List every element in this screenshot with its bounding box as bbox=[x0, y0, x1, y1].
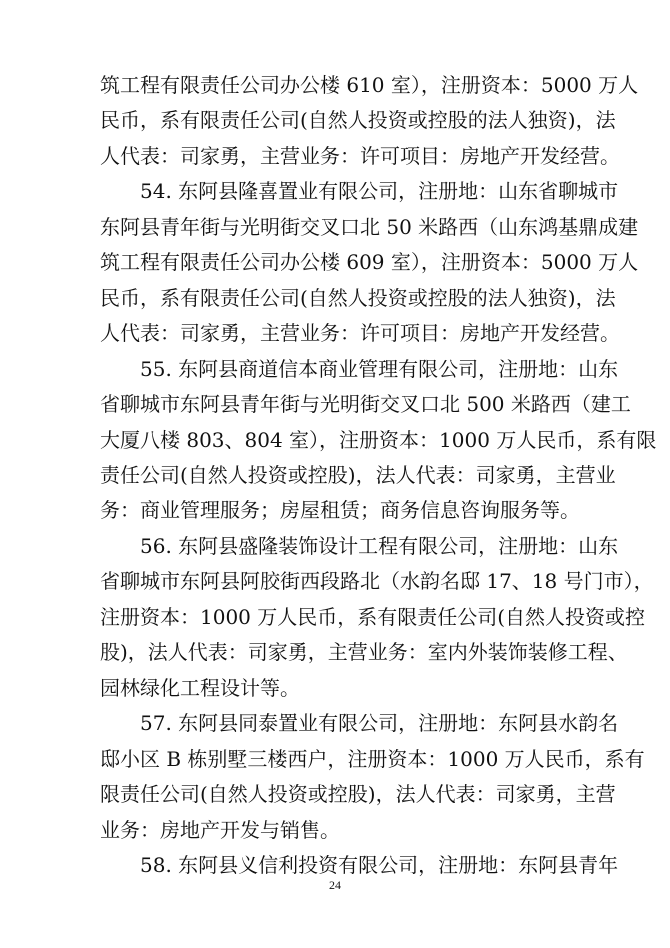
text-line: 人代表：司家勇，主营业务：许可项目：房地产开发经营。 bbox=[100, 144, 620, 168]
text-line: 大厦八楼 803、804 室），注册资本：1000 万人民币，系有限 bbox=[100, 428, 657, 452]
paragraph-56-start: 56. 东阿县盛隆装饰设计工程有限公司，注册地：山东 bbox=[140, 534, 619, 558]
text-line: 省聊城市东阿县青年街与光明街交叉口北 500 米路西（建工 bbox=[100, 392, 631, 416]
page-number: 24 bbox=[329, 878, 341, 892]
text-line: 务：商业管理服务；房屋租赁；商务信息咨询服务等。 bbox=[100, 498, 580, 522]
text-line: 民币，系有限责任公司(自然人投资或控股的法人独资)，法 bbox=[100, 108, 616, 132]
text-line: 筑工程有限责任公司办公楼 609 室），注册资本：5000 万人 bbox=[100, 250, 639, 274]
paragraph-57-start: 57. 东阿县同泰置业有限公司，注册地：东阿县水韵名 bbox=[140, 711, 619, 735]
paragraph-55-start: 55. 东阿县商道信本商业管理有限公司，注册地：山东 bbox=[140, 357, 619, 381]
text-line: 邸小区 B 栋别墅三楼西户，注册资本：1000 万人民币，系有 bbox=[100, 747, 645, 771]
paragraph-58-start: 58. 东阿县义信利投资有限公司，注册地：东阿县青年 bbox=[140, 853, 619, 877]
text-line: 注册资本：1000 万人民币，系有限责任公司(自然人投资或控 bbox=[100, 605, 646, 629]
text-line: 限责任公司(自然人投资或控股)，法人代表：司家勇，主营 bbox=[100, 782, 616, 806]
text-line: 业务：房地产开发与销售。 bbox=[100, 818, 340, 842]
text-line: 东阿县青年街与光明街交叉口北 50 米路西（山东鸿基鼎成建 bbox=[100, 215, 639, 239]
text-line: 民币，系有限责任公司(自然人投资或控股的法人独资)，法 bbox=[100, 286, 616, 310]
text-line: 筑工程有限责任公司办公楼 610 室），注册资本：5000 万人 bbox=[100, 73, 639, 97]
text-line: 责任公司(自然人投资或控股)，法人代表：司家勇，主营业 bbox=[100, 463, 616, 487]
paragraph-54-start: 54. 东阿县隆喜置业有限公司，注册地：山东省聊城市 bbox=[140, 179, 619, 203]
text-line: 园林绿化工程设计等。 bbox=[100, 676, 300, 700]
text-line: 股)，法人代表：司家勇，主营业务：室内外装饰装修工程、 bbox=[100, 640, 628, 664]
text-line: 省聊城市东阿县阿胶街西段路北（水韵名邸 17、18 号门市）， bbox=[100, 569, 654, 593]
text-line: 人代表：司家勇，主营业务：许可项目：房地产开发经营。 bbox=[100, 321, 620, 345]
